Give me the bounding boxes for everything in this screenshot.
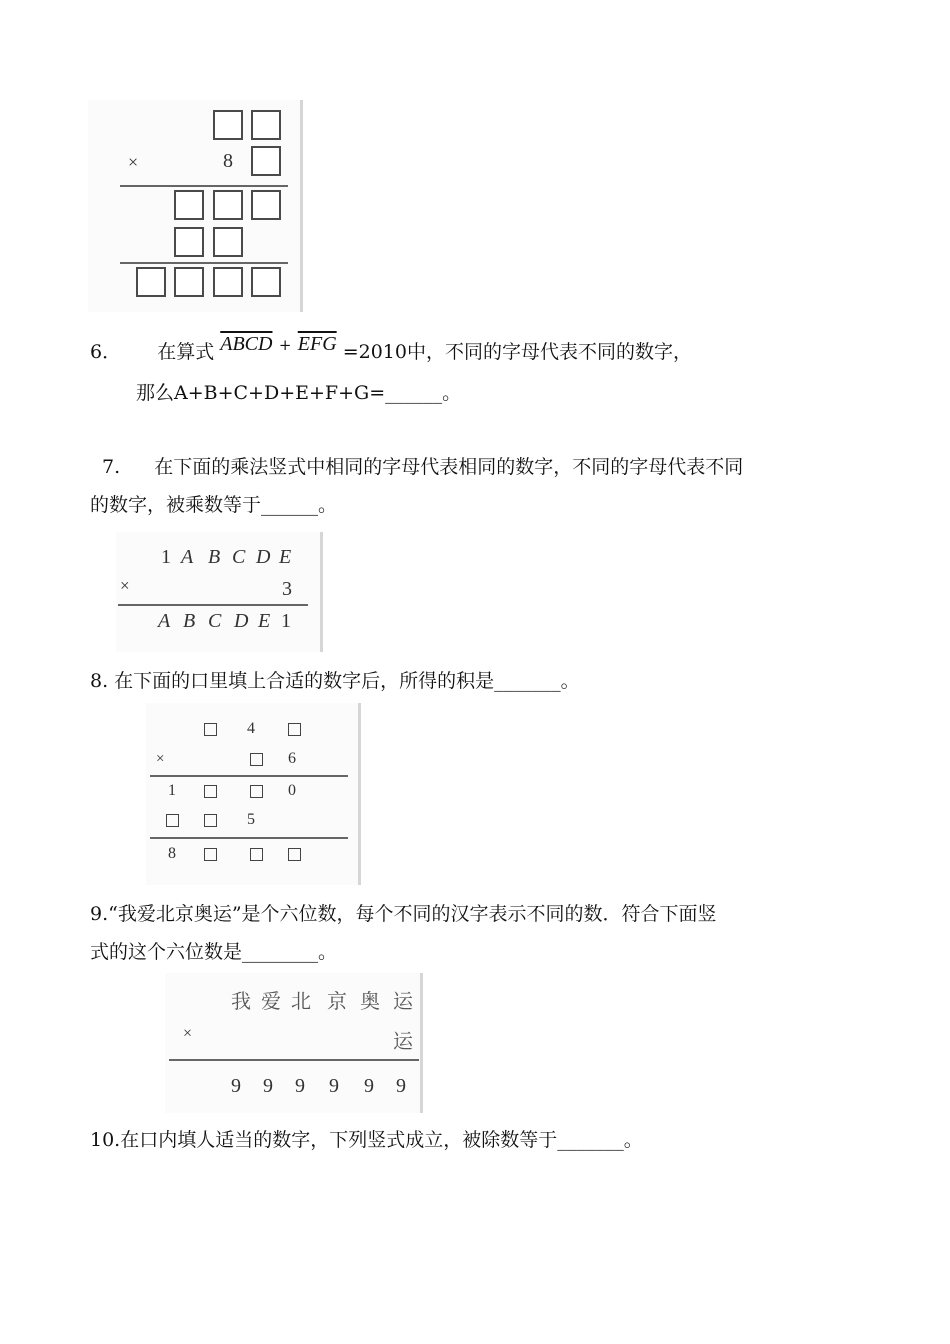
digit-box xyxy=(174,227,204,257)
letter: C xyxy=(232,546,246,568)
hanzi-digit: 运 xyxy=(393,989,413,1013)
digit-square xyxy=(288,723,301,736)
digit: 6 xyxy=(288,750,296,767)
question-7 xyxy=(102,456,743,478)
term-efg: $\overline{EFG}$ xyxy=(297,333,337,355)
digit: 1 xyxy=(161,546,171,568)
digit-box xyxy=(251,110,281,140)
times-sign: × xyxy=(183,1025,193,1042)
question-7-line2: 的数字，被乘数等于______。 xyxy=(90,494,338,516)
digit-box xyxy=(136,267,166,297)
hanzi-digit: 奥 xyxy=(360,989,380,1013)
question-6-line2: 那么A+B+C+D+E+F+G=______。 xyxy=(136,382,462,404)
digit-box xyxy=(213,110,243,140)
letter: B xyxy=(208,546,221,568)
digit: 8 xyxy=(168,845,176,862)
question-text: 在下面的乘法竖式中相同的字母代表相同的数字，不同的字母代表不同 xyxy=(154,456,744,478)
hanzi-multiplier: 运 xyxy=(393,1029,413,1053)
term-abcd: ABCD xyxy=(220,333,273,355)
figure-letter-multiplication xyxy=(116,532,323,652)
digit-square xyxy=(250,785,263,798)
question-number: 7. xyxy=(102,456,121,478)
hanzi-digit: 北 xyxy=(291,989,311,1013)
question-10: 10.在口内填人适当的数字，下列竖式成立，被除数等于_______。 xyxy=(90,1129,643,1151)
rule-line xyxy=(120,185,288,187)
figure-square-multiplication xyxy=(146,703,361,885)
digit-square xyxy=(204,785,217,798)
digit-square xyxy=(250,753,263,766)
digit-box xyxy=(213,190,243,220)
letter: D xyxy=(234,610,249,632)
question-6 xyxy=(90,333,692,364)
times-sign: × xyxy=(156,751,165,767)
rule-line xyxy=(120,262,288,264)
multiplier: 3 xyxy=(282,578,292,600)
letter: E xyxy=(279,546,292,568)
letter: C xyxy=(208,610,222,632)
question-text: =2010中，不同的字母代表不同的数字， xyxy=(342,341,692,363)
figure-chinese-multiplication xyxy=(165,973,423,1113)
letter: E xyxy=(258,610,271,632)
digit-box xyxy=(213,267,243,297)
digit: 9 xyxy=(329,1075,339,1097)
letter: B xyxy=(183,610,196,632)
digit-box xyxy=(251,146,281,176)
digit-box xyxy=(174,190,204,220)
digit-square xyxy=(204,848,217,861)
digit: 9 xyxy=(396,1075,406,1097)
digit: 9 xyxy=(231,1075,241,1097)
digit-box xyxy=(251,190,281,220)
rule-line xyxy=(150,775,348,777)
question-text: 在算式 xyxy=(157,341,215,363)
digit-square xyxy=(288,848,301,861)
rule-line xyxy=(150,837,348,839)
digit: 9 xyxy=(364,1075,374,1097)
digit-square xyxy=(250,848,263,861)
digit: 0 xyxy=(288,782,296,799)
question-9: 9.“我爱北京奥运”是个六位数，每个不同的汉字表示不同的数．符合下面竖 xyxy=(90,903,717,925)
letter: A xyxy=(181,546,194,568)
letter: D xyxy=(256,546,271,568)
digit: 1 xyxy=(168,782,176,799)
hanzi-digit: 爱 xyxy=(261,989,281,1013)
times-sign: × xyxy=(128,152,139,172)
digit-box xyxy=(174,267,204,297)
hanzi-digit: 京 xyxy=(327,989,347,1013)
digit-square xyxy=(204,814,217,827)
rule-line xyxy=(118,604,308,606)
digit-box xyxy=(213,227,243,257)
digit: 9 xyxy=(295,1075,305,1097)
question-number: 6． xyxy=(90,341,122,363)
rule-line xyxy=(169,1059,419,1061)
times-sign: × xyxy=(120,576,130,595)
plus-sign: + xyxy=(278,336,292,354)
digit: 4 xyxy=(247,720,255,737)
multiplier-digit: 8 xyxy=(223,150,233,172)
digit-square xyxy=(204,723,217,736)
digit: 9 xyxy=(263,1075,273,1097)
digit: 1 xyxy=(281,610,291,632)
digit-box xyxy=(251,267,281,297)
letter: A xyxy=(158,610,171,632)
question-8: 8. 在下面的口里填上合适的数字后，所得的积是_______。 xyxy=(90,670,580,692)
digit-square xyxy=(166,814,179,827)
question-9-line2: 式的这个六位数是________。 xyxy=(90,941,338,963)
digit: 5 xyxy=(247,811,255,828)
figure-box-multiplication xyxy=(88,100,303,312)
hanzi-digit: 我 xyxy=(231,989,251,1013)
